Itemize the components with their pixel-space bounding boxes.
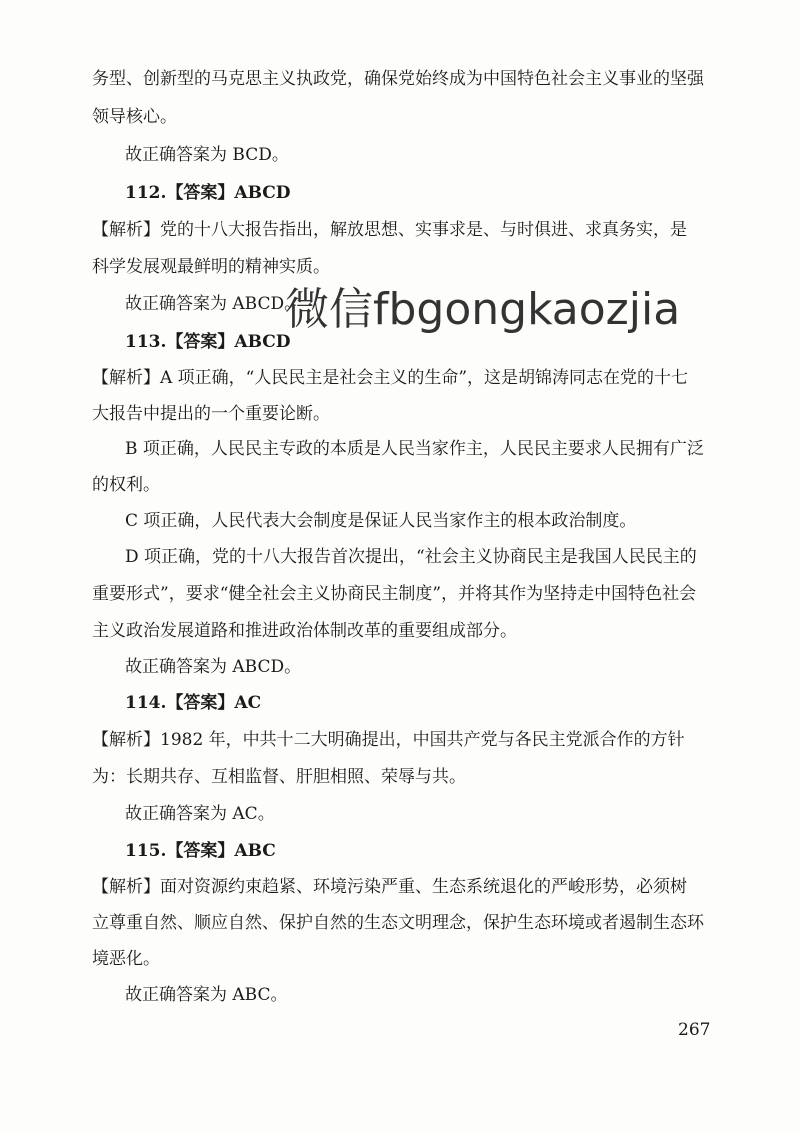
text-line: 【解析】1982 年，中共十二大明确提出，中国共产党与各民主党派合作的方针 (92, 730, 685, 750)
text-line: 【解析】党的十八大报告指出，解放思想、实事求是、与时俱进、求真务实，是 (92, 220, 687, 240)
text-line: 大报告中提出的一个重要论断。 (92, 404, 330, 424)
text-line: 立尊重自然、顺应自然、保护自然的生态文明理念，保护生态环境或者遏制生态环 (92, 913, 704, 933)
answer-heading: 114.【答案】AC (125, 693, 262, 713)
text-line: 主义政治发展道路和推进政治体制改革的重要组成部分。 (92, 621, 517, 641)
text-line: 务型、创新型的马克思主义执政党，确保党始终成为中国特色社会主义事业的坚强 (92, 69, 704, 89)
text-line: 科学发展观最鲜明的精神实质。 (92, 257, 330, 277)
page-number: 267 (678, 1020, 711, 1040)
text-line: 故正确答案为 ABCD。 (125, 294, 302, 314)
text-line: D 项正确，党的十八大报告首次提出，“社会主义协商民主是我国人民民主的 (125, 547, 697, 567)
text-line: 故正确答案为 ABC。 (125, 985, 288, 1005)
text-line: 重要形式”，要求“健全社会主义协商民主制度”，并将其作为坚持走中国特色社会 (92, 584, 697, 604)
text-line: 故正确答案为 BCD。 (125, 145, 289, 165)
answer-heading: 113.【答案】ABCD (125, 332, 291, 352)
text-line: 为：长期共存、互相监督、肝胆相照、荣辱与共。 (92, 767, 466, 787)
text-line: 领导核心。 (92, 107, 177, 127)
text-line: B 项正确，人民民主专政的本质是人民当家作主，人民民主要求人民拥有广泛 (125, 439, 704, 459)
text-line: 【解析】A 项正确，“人民民主是社会主义的生命”，这是胡锦涛同志在党的十七 (92, 368, 689, 388)
answer-heading: 115.【答案】ABC (125, 841, 276, 861)
text-line: 的权利。 (92, 475, 160, 495)
answer-heading: 112.【答案】ABCD (125, 183, 291, 203)
text-line: 【解析】面对资源约束趋紧、环境污染严重、生态系统退化的严峻形势，必须树 (92, 877, 687, 897)
text-line: C 项正确，人民代表大会制度是保证人民当家作主的根本政治制度。 (125, 511, 637, 531)
text-line: 境恶化。 (92, 949, 160, 969)
text-line: 故正确答案为 AC。 (125, 804, 275, 824)
watermark-text: 微信fbgongkaozjia (285, 284, 681, 335)
text-line: 故正确答案为 ABCD。 (125, 657, 302, 677)
